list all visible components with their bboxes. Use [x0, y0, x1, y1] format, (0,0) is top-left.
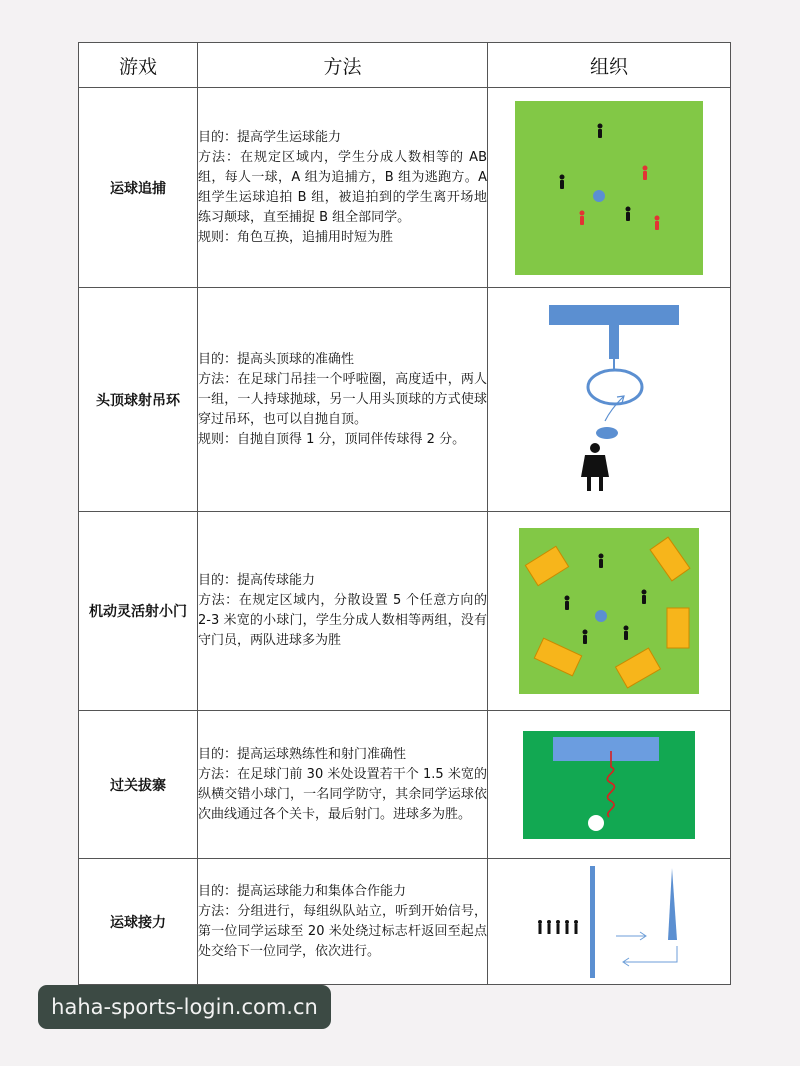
arrow-icon — [616, 932, 677, 966]
method-line: 方法：在规定区域内，学生分成人数相等的 AB 组，每人一球，A 组为追捕方，B 组为逃跑方。A 组学生运球追拍 B 组，被追拍到的学生离开场地练习颠球，直至捕捉 B 组全部同学。 — [198, 149, 487, 225]
method-line: 目的：提高运球熟练性和射门准确性 — [198, 746, 407, 762]
ball-icon — [595, 610, 607, 622]
organization-cell — [488, 88, 731, 288]
field-chase-diagram — [515, 101, 703, 275]
header-organization: 组织 — [488, 43, 731, 88]
hoop-icon — [588, 370, 642, 404]
table-row — [79, 859, 731, 985]
method-cell — [198, 512, 488, 711]
game-name: 头顶球射吊环 — [79, 288, 198, 512]
relay-diagram — [519, 866, 699, 978]
method-line: 方法：分组进行，每组纵队站立，听到开始信号，第一位同学运球至 20 米处绕过标志杆返回至起点处交给下一位同学，依次进行。 — [198, 903, 487, 959]
table-row — [79, 512, 731, 711]
organization-cell — [488, 711, 731, 859]
game-name: 运球追捕 — [79, 88, 198, 288]
method-line: 目的：提高学生运球能力 — [198, 129, 342, 145]
method-line: 目的：提高运球能力和集体合作能力 — [198, 883, 407, 899]
watermark: haha-sports-login.com.cn — [38, 985, 331, 1029]
method-line: 方法：在规定区域内，分散设置 5 个任意方向的 2-3 米宽的小球门，学生分成人数相等两组，没有守门员，两队进球多为胜 — [198, 593, 487, 648]
header-method: 方法 — [198, 43, 488, 88]
game-name: 运球接力 — [79, 859, 198, 985]
method-cell — [198, 711, 488, 859]
dribble-shoot-diagram — [523, 731, 695, 839]
game-name: 机动灵活射小门 — [79, 512, 198, 711]
method-line: 目的：提高头顶球的准确性 — [198, 351, 355, 367]
organization-cell — [488, 859, 731, 985]
goal-icon — [553, 737, 659, 761]
organization-cell — [488, 288, 731, 512]
method-line: 方法：在足球门前 30 米处设置若干个 1.5 米宽的纵横交错小球门，一名同学防守，其余同学运球依次曲线通过各个关卡，最后射门。进球多为胜。 — [198, 766, 487, 822]
method-cell — [198, 88, 488, 288]
method-line: 方法：在足球门吊挂一个呼啦圈，高度适中，两人一组，一人持球抛球，另一人用头顶球的方式使球穿过吊环，也可以自抛自顶。 — [198, 371, 487, 427]
game-name: 过关拔寨 — [79, 711, 198, 859]
method-line: 规则：角色互换，追捕用时短为胜 — [198, 229, 394, 245]
organization-cell — [488, 512, 731, 711]
small-goals-diagram — [519, 528, 699, 694]
header-game: 游戏 — [79, 43, 198, 88]
start-line-icon — [590, 866, 595, 978]
runner-icon — [538, 920, 578, 934]
table-row — [79, 711, 731, 859]
table-row — [79, 288, 731, 512]
method-cell — [198, 288, 488, 512]
table-row — [79, 88, 731, 288]
header-row — [79, 43, 731, 88]
ball-icon — [588, 815, 604, 831]
method-cell — [198, 859, 488, 985]
method-line: 目的：提高传球能力 — [198, 573, 316, 588]
marker-pole-icon — [668, 868, 677, 940]
ball-icon — [596, 427, 618, 439]
method-line: 规则：自抛自顶得 1 分，顶同伴传球得 2 分。 — [198, 431, 466, 447]
ball-icon — [593, 190, 605, 202]
person-icon — [581, 443, 609, 491]
games-table — [78, 42, 731, 985]
hoop-heading-diagram — [539, 305, 679, 495]
